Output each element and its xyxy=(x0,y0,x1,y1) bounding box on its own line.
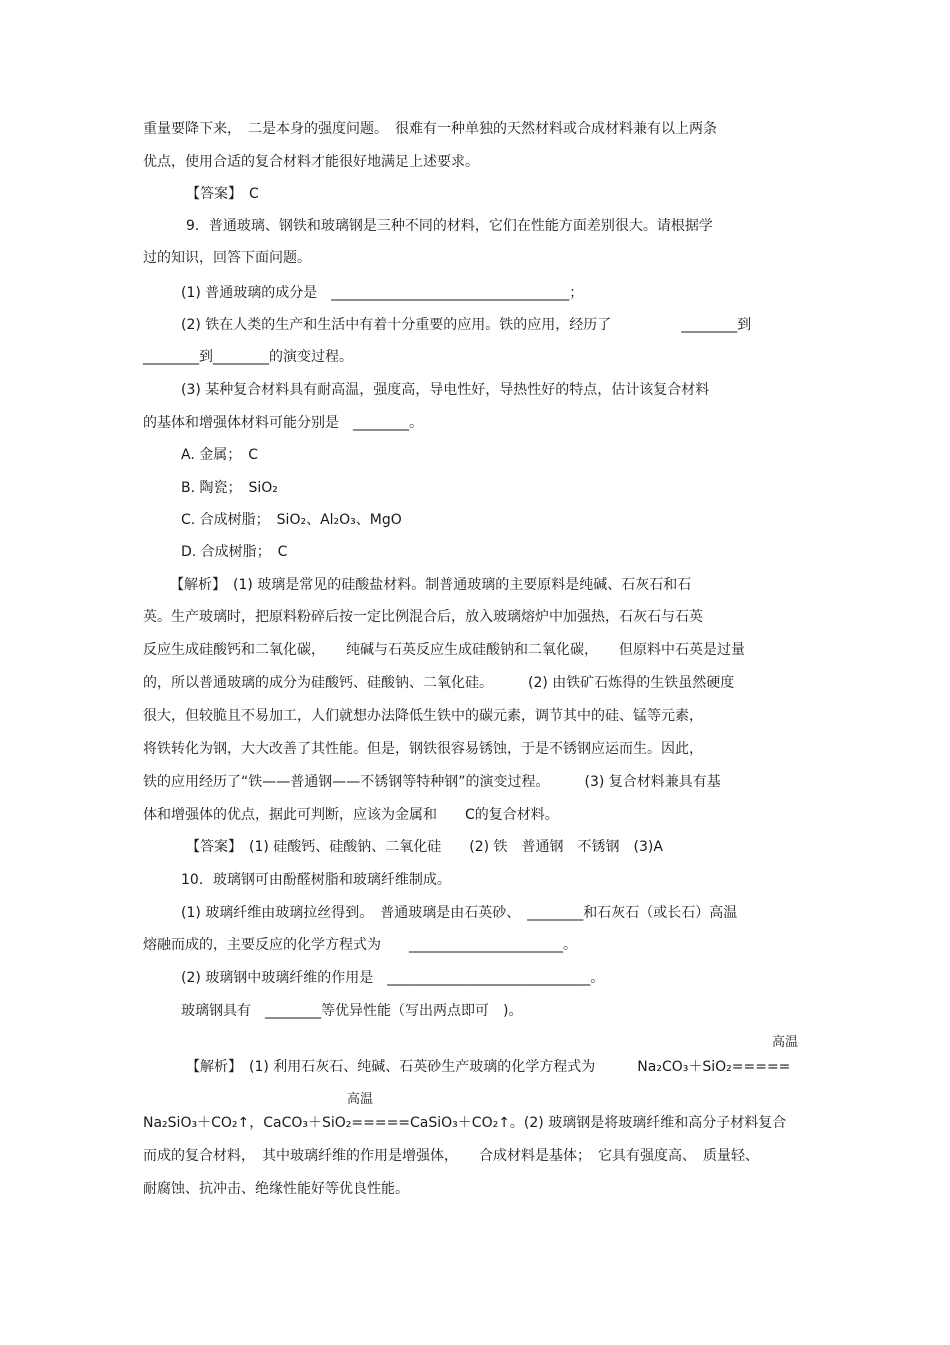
text-line: 反应生成硅酸钙和二氧化碳， 纯碱与石英反应生成硅酸钠和二氧化碳， 但原料中石英是过量 xyxy=(143,642,745,658)
question-10: 10．玻璃钢可由酚醛树脂和玻璃纤维制成。 xyxy=(181,872,451,888)
text-line: 过的知识，回答下面问题。 xyxy=(143,250,311,266)
equation-line: Na₂SiO₃＋CO₂↑，CaCO₃＋SiO₂=====CaSiO₃＋CO₂↑。(2) 玻璃钢是将玻璃纤维和高分子材料复合 xyxy=(143,1115,787,1131)
text-line: 英。生产玻璃时，把原料粉碎后按一定比例混合后，放入玻璃熔炉中加强热，石灰石与石英 xyxy=(143,609,703,625)
sub-question: (2) 铁在人类的生产和生活中有着十分重要的应用。铁的应用，经历了 ________到 xyxy=(181,317,752,333)
condition-label: 高温 xyxy=(347,1092,374,1107)
text-line: 耐腐蚀、抗冲击、绝缘性能好等优良性能。 xyxy=(143,1181,409,1197)
analysis-line: 【解析】 (1) 利用石灰石、纯碱、石英砂生产玻璃的化学方程式为 Na₂CO₃＋SiO₂===== xyxy=(186,1059,791,1075)
text-line: ________到________的演变过程。 xyxy=(143,349,353,365)
text-line: 体和增强体的优点，据此可判断，应该为金属和 C的复合材料。 xyxy=(143,807,559,823)
text-line: 而成的复合材料， 其中玻璃纤维的作用是增强体， 合成材料是基体； 它具有强度高、 质量轻、 xyxy=(143,1148,759,1164)
option-b: B. 陶瓷； SiO₂ xyxy=(181,480,278,496)
analysis-line: 【解析】 (1) 玻璃是常见的硅酸盐材料。制普通玻璃的主要原料是纯碱、石灰石和石 xyxy=(170,577,692,593)
answer-line: 【答案】 C xyxy=(186,186,259,202)
text-line: 熔融而成的，主要反应的化学方程式为 ______________________。 xyxy=(143,937,577,953)
answer-line: 【答案】 (1) 硅酸钙、硅酸钠、二氧化硅 (2) 铁 普通钢 不锈钢 (3)A xyxy=(186,839,663,855)
text-line: 很大，但较脆且不易加工，人们就想办法降低生铁中的碳元素，调节其中的硅、锰等元素， xyxy=(143,708,703,724)
text-line: 的，所以普通玻璃的成分为硅酸钙、硅酸钠、二氧化硅。 (2) 由铁矿石炼得的生铁虽然硬度 xyxy=(143,675,735,691)
option-c: C. 合成树脂； SiO₂、Al₂O₃、MgO xyxy=(181,512,402,528)
option-d: D. 合成树脂； C xyxy=(181,544,288,560)
sub-question: (1) 玻璃纤维由玻璃拉丝得到。 普通玻璃是由石英砂、 ________和石灰石（或长石）高温 xyxy=(181,905,738,921)
option-a: A. 金属； C xyxy=(181,447,259,463)
text-line: 重量要降下来， 二是本身的强度问题。 很难有一种单独的天然材料或合成材料兼有以上两条 xyxy=(143,121,717,137)
text-line: 的基体和增强体材料可能分别是 ________。 xyxy=(143,415,423,431)
text-line: 优点，使用合适的复合材料才能很好地满足上述要求。 xyxy=(143,154,479,170)
sub-question: (2) 玻璃钢中玻璃纤维的作用是 _____________________________。 xyxy=(181,970,605,986)
sub-question: (1) 普通玻璃的成分是 __________________________________； xyxy=(181,285,584,301)
question-9: 9．普通玻璃、钢铁和玻璃钢是三种不同的材料，它们在性能方面差别很大。请根据学 xyxy=(186,218,713,234)
text-line: 铁的应用经历了“铁——普通钢——不锈钢等特种钢”的演变过程。 (3) 复合材料兼具有基 xyxy=(143,774,721,790)
text-line: 将铁转化为钢，大大改善了其性能。但是，钢铁很容易锈蚀，于是不锈钢应运而生。因此， xyxy=(143,741,703,757)
sub-question: (3) 某种复合材料具有耐高温，强度高，导电性好，导热性好的特点，估计该复合材料 xyxy=(181,382,710,398)
condition-label: 高温 xyxy=(772,1035,799,1050)
text-line: 玻璃钢具有 ________等优异性能（写出两点即可 )。 xyxy=(181,1003,523,1019)
